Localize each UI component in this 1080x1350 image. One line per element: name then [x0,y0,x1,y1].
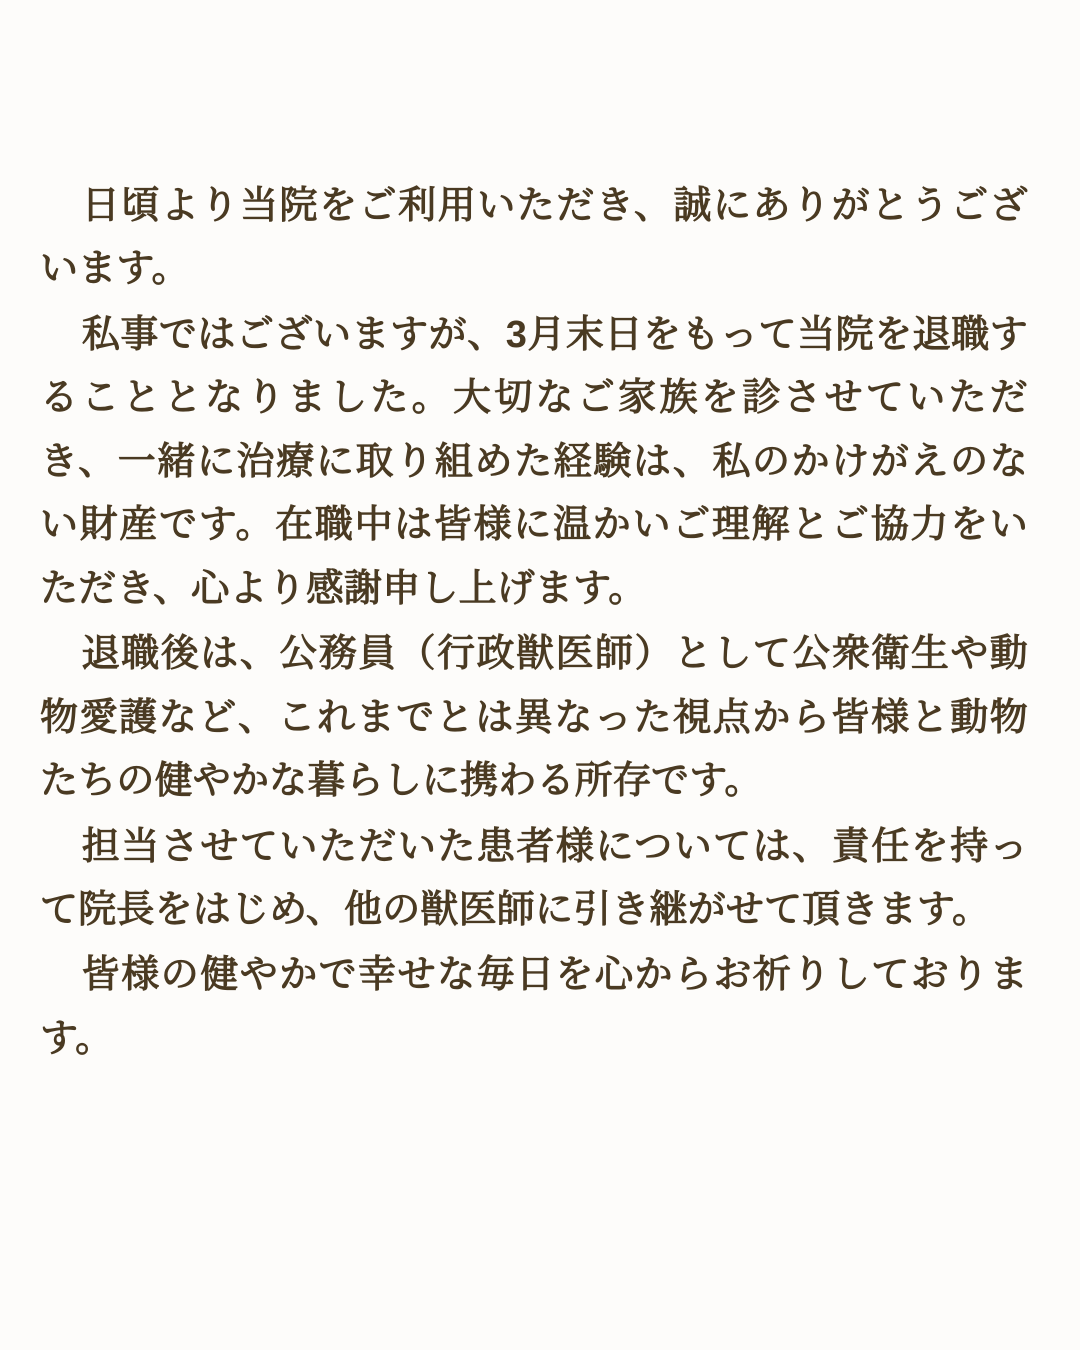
paragraph-3: 退職後は、公務員（行政獣医師）として公衆衛生や動物愛護など、これまでとは異なった視点から皆様と動物たちの健やかな暮らしに携わる所存です。 [40,633,1028,803]
paragraph-2: 私事ではございますが、3月末日をもって当院を退職することとなりました。大切なご家族を診させていただき、一緒に治療に取り組めた経験は、私のかけがえのない財産です。在職中は皆様に温かいご理解とご協力をいただき、心より感謝申し上げます。 [40,313,1028,610]
paragraph-1: 日頃より当院をご利用いただき、誠にありがとうございます。 [40,185,1028,291]
paragraph-5: 皆様の健やかで幸せな毎日を心からお祈りしております。 [40,954,1028,1060]
letter-body [40,175,1028,1071]
paragraph-4: 担当させていただいた患者様については、責任を持って院長をはじめ、他の獣医師に引き継がせて頂きます。 [40,825,1028,931]
